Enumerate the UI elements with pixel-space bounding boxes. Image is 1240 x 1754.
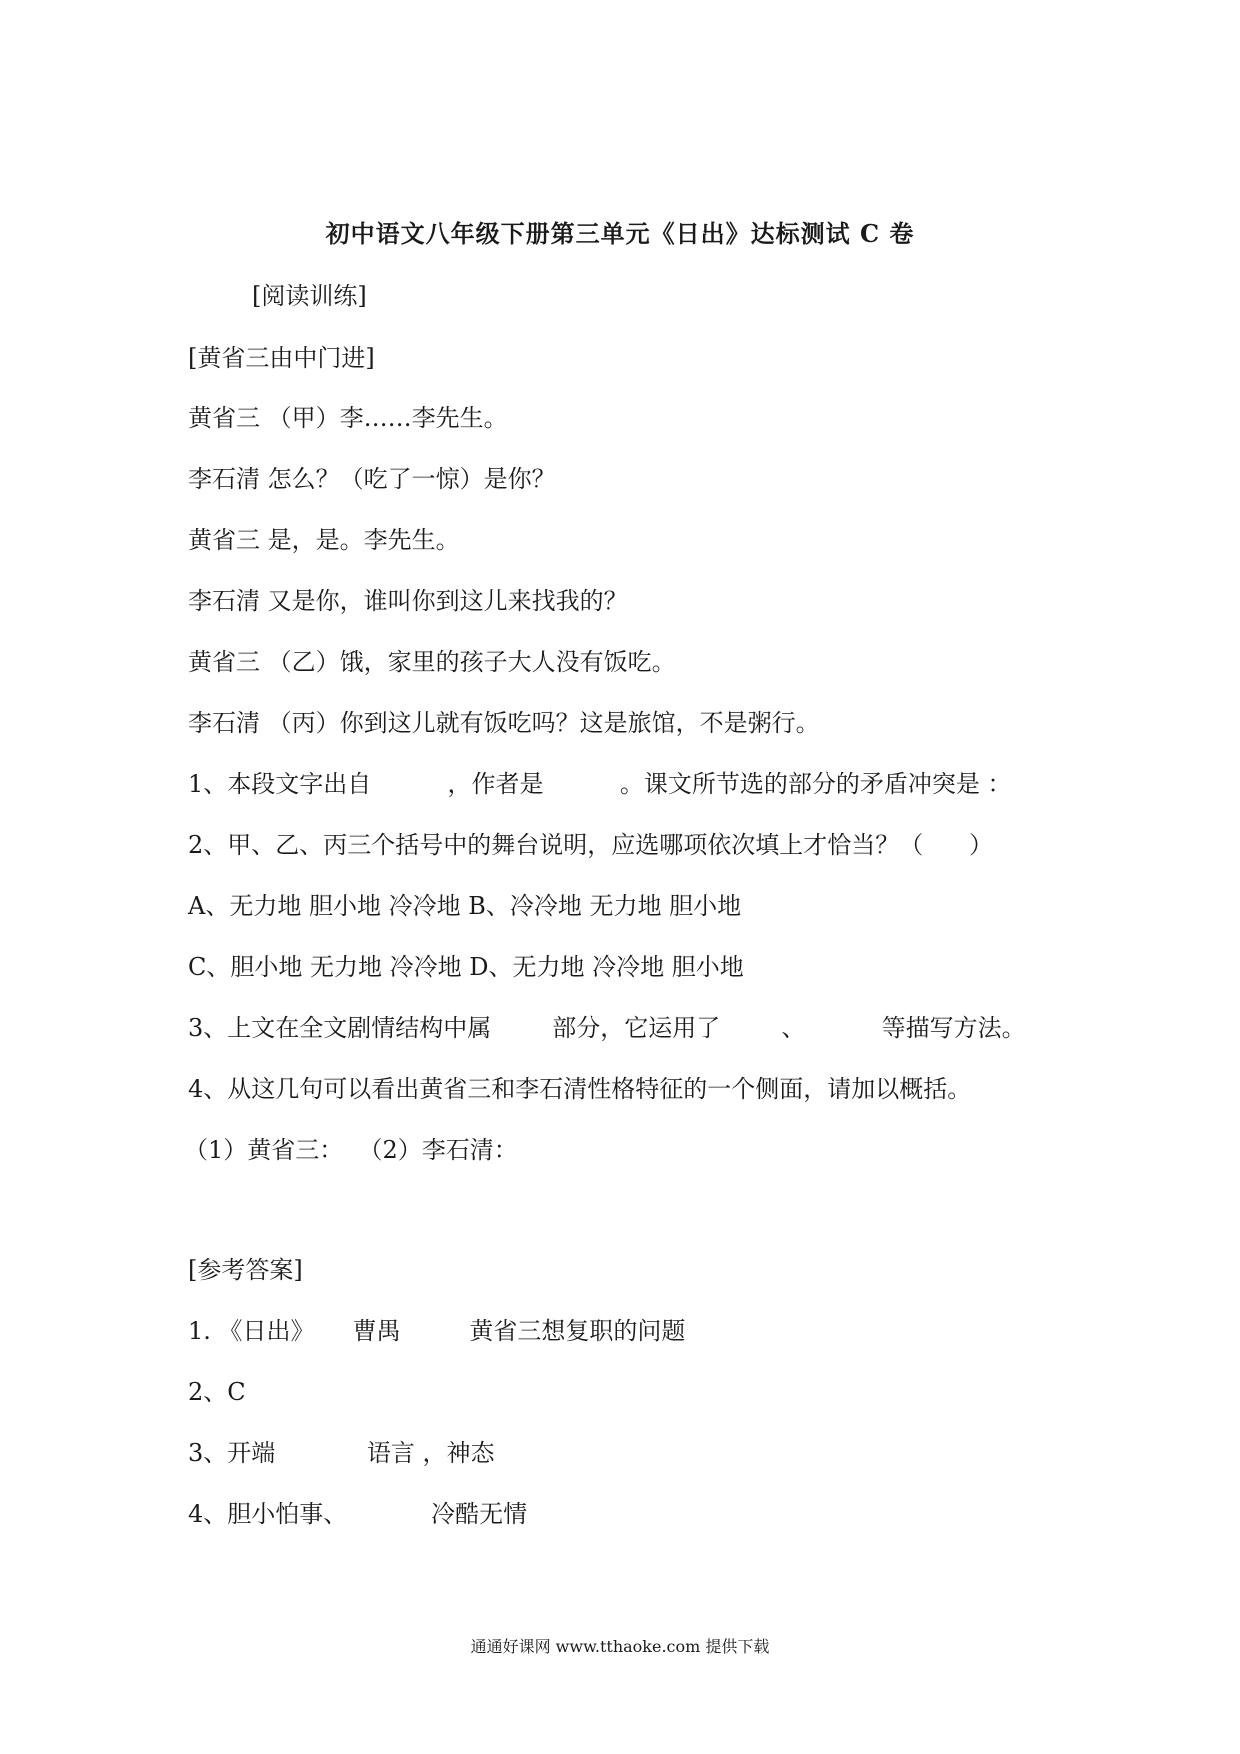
question-3: 3、上文在全文剧情结构中属 部分，它运用了 、 等描写方法。 [188,1014,1026,1042]
question-4-subparts: （1）黄省三： （2）李石清： [184,1136,518,1164]
dialogue-line: 黄省三 （乙）饿，家里的孩子大人没有饭吃。 [188,648,676,676]
dialogue-line: 李石清 （丙）你到这儿就有饭吃吗？这是旅馆，不是粥行。 [188,709,820,737]
answer-1: 1. 《日出》 曹禺 黄省三想复职的问题 [188,1317,686,1345]
document-title: 初中语文八年级下册第三单元《日出》达标测试 C 卷 [325,219,915,248]
answer-2: 2、C [188,1378,246,1406]
stage-direction: [黄省三由中门进] [188,344,375,372]
footer-credit: 通通好课网 www.tthaoke.com 提供下载 [470,1637,770,1656]
answer-3: 3、开端 语言 ，神态 [188,1439,495,1467]
section-reading-heading: [阅读训练] [252,282,367,310]
question-4: 4、从这几句可以看出黄省三和李石清性格特征的一个侧面，请加以概括。 [188,1075,972,1103]
question-2-options-cd: C、胆小地 无力地 冷冷地 D、无力地 冷冷地 胆小地 [188,953,744,981]
dialogue-line: 黄省三 （甲）李……李先生。 [188,404,508,432]
dialogue-line: 李石清 怎么？（吃了一惊）是你？ [188,465,556,493]
question-2: 2、甲、乙、丙三个括号中的舞台说明，应选哪项依次填上才恰当？（ ） [188,831,994,859]
answer-4: 4、胆小怕事、 冷酷无情 [188,1500,528,1528]
dialogue-line: 李石清 又是你，谁叫你到这儿来找我的？ [188,587,628,615]
dialogue-line: 黄省三 是，是。李先生。 [188,526,460,554]
question-1: 1、本段文字出自 ，作者是 。课文所节选的部分的矛盾冲突是 ： [188,770,1012,798]
answer-heading: [参考答案] [188,1256,303,1284]
question-2-options-ab: A、无力地 胆小地 冷冷地 B、冷冷地 无力地 胆小地 [188,892,742,920]
